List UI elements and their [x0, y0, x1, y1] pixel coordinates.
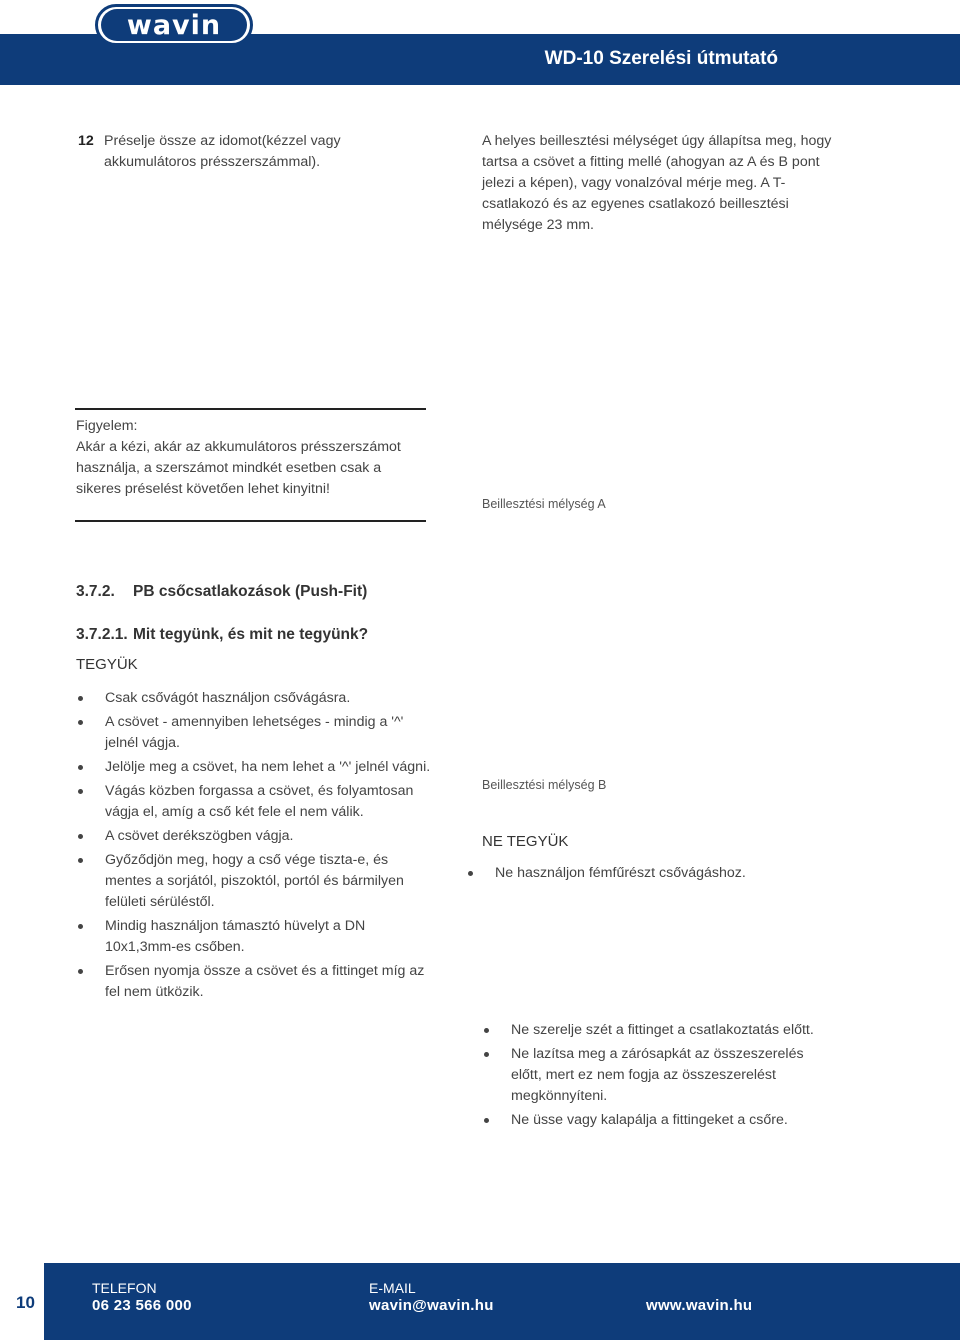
list-item: Csak csővágót használjon csővágásra. [76, 688, 436, 709]
list-item: Ne üsse vagy kalapálja a fittingeket a csőre. [482, 1110, 822, 1131]
subsection-number: 3.7.2.1. [76, 626, 128, 643]
email-link[interactable]: wavin@wavin.hu [369, 1297, 494, 1314]
list-item: Vágás közben forgassa a csövet, és folyamtosan vágja el, amíg a cső két fele el nem válik. [76, 781, 436, 823]
do-heading: TEGYÜK [76, 656, 138, 673]
list-item: Erősen nyomja össze a csövet és a fittinget míg az fel nem ütközik. [76, 961, 436, 1003]
depth-info-paragraph: A helyes beillesztési mélységet úgy állapítsa meg, hogy tartsa a csövet a fitting mellé (ahogyan az A és B pont jelezi a képen), vagy vonalzóval mérje meg. A T-csatlakozó és az egyenes csatlakozó beillesztési mélysége 23 mm. [482, 133, 832, 233]
dont-heading: NE TEGYÜK [482, 833, 569, 850]
list-item: A csövet - amennyiben lehetséges - mindig a '^' jelnél vágja. [76, 712, 436, 754]
caption-depth-a: Beillesztési mélység A [482, 497, 606, 511]
section-title: PB csőcsatlakozások (Push-Fit) [133, 583, 368, 600]
page-number: 10 [16, 1293, 35, 1312]
section-number: 3.7.2. [76, 583, 115, 600]
do-list [76, 688, 436, 1006]
website-link[interactable]: www.wavin.hu [646, 1297, 753, 1314]
subsection-title: Mit tegyünk, és mit ne tegyünk? [133, 626, 369, 643]
step-number: 12 [78, 133, 94, 149]
list-item: A csövet derékszögben vágja. [76, 826, 436, 847]
list-item: Ne használjon fémfűrészt csővágáshoz. [466, 863, 806, 884]
list-item: Ne lazítsa meg a zárósapkát az összeszerelés előtt, mert ez nem fogja az összeszerelést megkönnyíteni. [482, 1044, 822, 1107]
wavin-logo [95, 4, 253, 46]
caption-depth-b: Beillesztési mélység B [482, 778, 607, 792]
notice-text: Akár a kézi, akár az akkumulátoros présszerszámot használja, a szerszámot mindkét esetben csak a sikeres préselést követően lehet kinyitni! [76, 439, 401, 497]
list-item: Jelölje meg a csövet, ha nem lehet a '^' jelnél vágni. [76, 757, 436, 778]
document-title: WD-10 Szerelési útmutató [544, 48, 778, 69]
phone-label: TELEFON [92, 1280, 157, 1296]
list-item: Ne szerelje szét a fittinget a csatlakoztatás előtt. [482, 1020, 822, 1041]
dont-list-bottom [482, 1020, 822, 1134]
notice-top-rule [75, 408, 426, 410]
list-item: Mindig használjon támasztó hüvelyt a DN 10x1,3mm-es csőben. [76, 916, 436, 958]
logo-text: wavin [101, 9, 247, 41]
step-text: Préselje össze az idomot(kézzel vagy akkumulátoros présszerszámmal). [104, 133, 341, 170]
phone-number: 06 23 566 000 [92, 1297, 192, 1314]
list-item: Győződjön meg, hogy a cső vége tiszta-e, és mentes a sorjától, piszoktól, portól és bármilyen felületi sérüléstől. [76, 850, 436, 913]
notice-bottom-rule [75, 520, 426, 522]
dont-list-top [466, 863, 806, 887]
email-label: E-MAIL [369, 1280, 416, 1296]
notice-title: Figyelem: [76, 418, 138, 434]
